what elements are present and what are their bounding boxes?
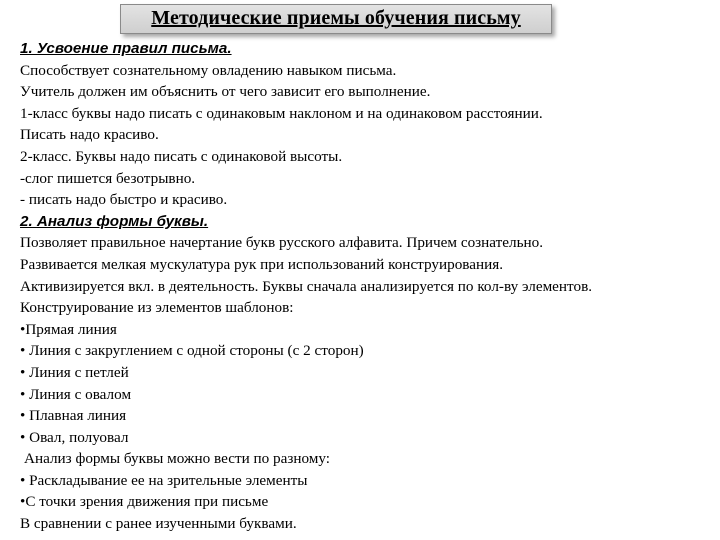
text-line: Развивается мелкая мускулатура рук при использований конструирования. bbox=[20, 255, 504, 273]
text-line: Активизируется вкл. в деятельность. Буквы сначала анализируется по кол-ву элементов. bbox=[20, 277, 593, 295]
text-line: 1-класс буквы надо писать с одинаковым наклоном и на одинаковом расстоянии. bbox=[20, 104, 543, 122]
bullet-item: • Плавная линия bbox=[20, 407, 127, 425]
text-line: Конструирование из элементов шаблонов: bbox=[20, 299, 294, 317]
slide-title: Методические приемы обучения письму bbox=[151, 7, 521, 29]
text-line: - писать надо быстро и красиво. bbox=[20, 191, 228, 209]
bullet-item: •Прямая линия bbox=[20, 320, 117, 338]
text-line: Учитель должен им объяснить от чего зависит его выполнение. bbox=[20, 83, 431, 101]
text-line: Анализ формы буквы можно вести по разному: bbox=[24, 450, 331, 468]
section-heading-2: 2. Анализ формы буквы. bbox=[20, 212, 209, 230]
bullet-item: • Раскладывание ее на зрительные элементы bbox=[20, 471, 308, 489]
bullet-item: • Линия с закруглением с одной стороны (с 2 сторон) bbox=[20, 342, 364, 360]
title-box bbox=[120, 4, 552, 34]
text-line: В сравнении с ранее изученными буквами. bbox=[20, 515, 297, 533]
text-line: Способствует сознательному овладению навыком письма. bbox=[20, 61, 397, 79]
bullet-item: • Линия с петлей bbox=[20, 363, 129, 381]
bullet-item: • Линия с овалом bbox=[20, 385, 132, 403]
text-line: Писать надо красиво. bbox=[20, 126, 159, 144]
bullet-item: •С точки зрения движения при письме bbox=[20, 493, 269, 511]
text-line: 2-класс. Буквы надо писать с одинаковой высоты. bbox=[20, 147, 343, 165]
bullet-item: • Овал, полуовал bbox=[20, 428, 129, 446]
section-heading-1: 1. Усвоение правил письма. bbox=[20, 40, 232, 57]
text-line: -слог пишется безотрывно. bbox=[20, 169, 196, 187]
slide-content bbox=[20, 38, 716, 535]
text-line: Позволяет правильное начертание букв русского алфавита. Причем сознательно. bbox=[20, 234, 544, 252]
